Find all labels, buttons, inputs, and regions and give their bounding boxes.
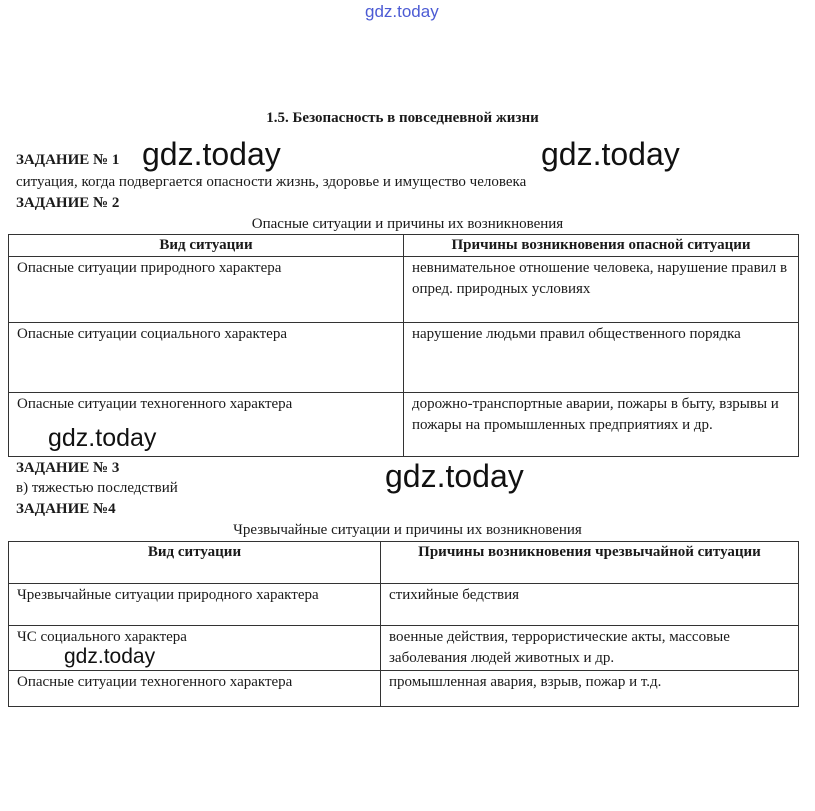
table-cell: невнимательное отношение человека, нарушение правил в опред. природных условиях [404,257,799,323]
watermark: gdz.today [64,645,156,668]
task2-label: ЗАДАНИЕ № 2 [16,195,120,211]
task3-answer: в) тяжестью последствий [16,480,178,496]
table-row [9,257,799,323]
column-header: Вид ситуации [9,235,404,257]
task1-label: ЗАДАНИЕ № 1 [16,152,120,168]
table-header-row [9,235,799,257]
task4-caption: Чрезвычайные ситуации и причины их возникновения [233,522,582,538]
table-cell: стихийные бедствия [381,584,799,626]
table-cell: военные действия, террористические акты, массовые заболевания людей животных и др. [381,626,799,671]
column-header: Причины возникновения чрезвычайной ситуации [381,542,799,584]
task4-table [8,541,799,707]
task2-caption: Опасные ситуации и причины их возникновения [251,216,564,232]
table-header-row [9,542,799,584]
column-header: Причины возникновения опасной ситуации [404,235,799,257]
watermark-top: gdz.today [365,2,439,21]
table-cell: дорожно-транспортные аварии, пожары в быту, взрывы и пожары на промышленных предприятиях и др. [404,393,799,457]
watermark: gdz.today [385,458,524,494]
task4-label: ЗАДАНИЕ №4 [16,501,116,517]
table-cell: Опасные ситуации техногенного характера [9,671,381,707]
section-title: 1.5. Безопасность в повседневной жизни [266,110,539,126]
table-cell: ЧС социального характера [9,626,381,671]
task1-answer: ситуация, когда подвергается опасности жизнь, здоровье и имущество человека [16,174,527,190]
table-cell: нарушение людьми правил общественного порядка [404,323,799,393]
watermark: gdz.today [541,136,680,172]
table-row [9,584,799,626]
table-row [9,323,799,393]
table-row [9,671,799,707]
table-cell: Опасные ситуации социального характера [9,323,404,393]
table-cell: промышленная авария, взрыв, пожар и т.д. [381,671,799,707]
watermark: gdz.today [48,424,157,452]
task3-label: ЗАДАНИЕ № 3 [16,460,120,476]
column-header: Вид ситуации [9,542,381,584]
table-cell: Опасные ситуации природного характера [9,257,404,323]
table-cell: Чрезвычайные ситуации природного характера [9,584,381,626]
watermark: gdz.today [142,136,281,172]
table-cell: Опасные ситуации техногенного характера [9,393,404,457]
